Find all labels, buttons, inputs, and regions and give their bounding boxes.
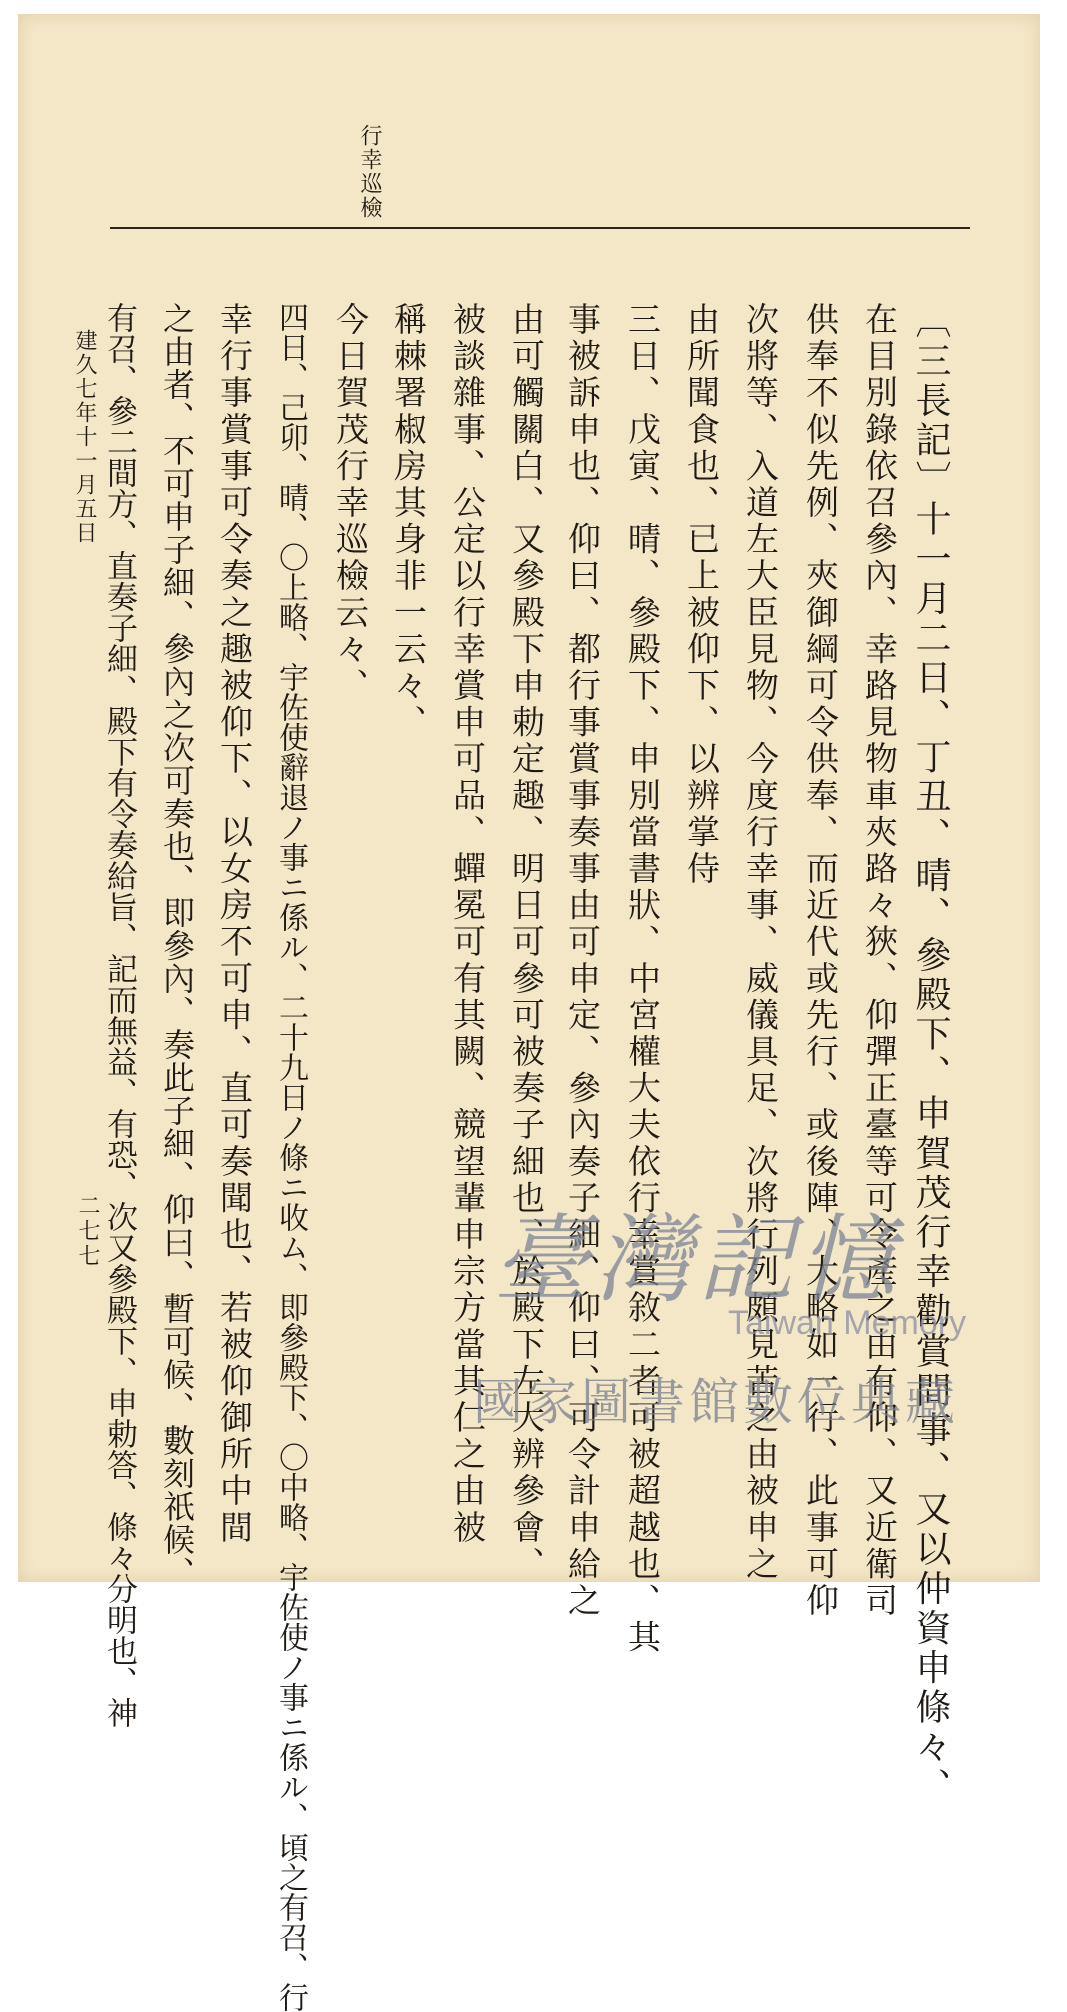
header-rule [110, 227, 970, 229]
text-column-15: 有召、參二間方、直奏子細、殿下有令奏給旨、記而無益、有恐、次又參殿下、申勅答、條々分明也、神 [101, 302, 137, 1728]
running-header-title: 行幸巡檢 [357, 124, 382, 220]
watermark-library-name: 國家圖書館數位典藏 [473, 1373, 959, 1431]
text-column-12: 四日、己卯、晴、〇上略、宇佐使辭退ノ事ニ係ル、二十九日ノ條ニ收ム、即參殿下、〇中略、宇佐使ノ事ニ係ル、頃之有召、行 [273, 302, 308, 2012]
footer-date: 建久七年十一月五日 [72, 329, 97, 545]
text-column-8: 由可觸關白、又參殿下申勅定趣、明日可參可被奏子細也、於殿下左大辨參會、 [507, 302, 546, 1583]
text-column-14: 之由者、不可申子細、參內之次可奏也、即參內、奏此子細、仰曰、暫可候、數刻祇候、 [158, 302, 196, 1589]
text-column-13: 幸行事賞事可令奏之趣被仰下、以女房不可申、直可奏聞也、若被仰御所中間 [215, 302, 254, 1547]
watermark-script-logo: 臺灣記憶 [493, 1204, 901, 1316]
watermark-english-text: Taiwan Memory [728, 1304, 967, 1342]
text-column-3: 供奉不似先例、夾御綱可令供奉、而近代或先行、或後陣、大略如一行、此事可仰 [801, 302, 840, 1620]
document-page [18, 14, 1040, 2012]
text-column-4: 次將等、入道左大臣見物、今度行幸事、威儀具足、次將行列頗見苦之由被申之 [741, 302, 780, 1583]
text-column-9: 被談雜事、公定以行幸賞申可品、蟬冕可有其闕、競望輩申宗方當其仁之由被 [448, 302, 487, 1547]
text-column-10: 稱棘署椒房其身非一云々、 [389, 302, 428, 742]
text-column-1: 〔三長記〕十一月二日、丁丑、晴、參殿下、申賀茂行幸勸賞間事、又以仲資申條々、 [910, 302, 951, 1807]
text-column-5: 由所聞食也、已上被仰下、以辨掌侍 [682, 302, 721, 888]
text-column-7: 事被訴申也、仰曰、都行事賞事奏事由可申定、參內奏子細、仰曰、可令計申給之 [563, 302, 602, 1620]
text-column-2: 在目別錄依召參內、幸路見物車夾路々狹、仰彈正臺等可令產之由有仰、又近衛司 [860, 302, 899, 1620]
text-column-6: 三日、戊寅、晴、參殿下、申別當書狀、中宮權大夫依行幸賞敘二者可被超越也、其 [623, 302, 662, 1657]
text-column-11: 今日賀茂行幸巡檢云々、 [331, 302, 370, 705]
page-number: 二七七 [75, 1194, 100, 1269]
watermark [473, 1184, 1033, 1444]
